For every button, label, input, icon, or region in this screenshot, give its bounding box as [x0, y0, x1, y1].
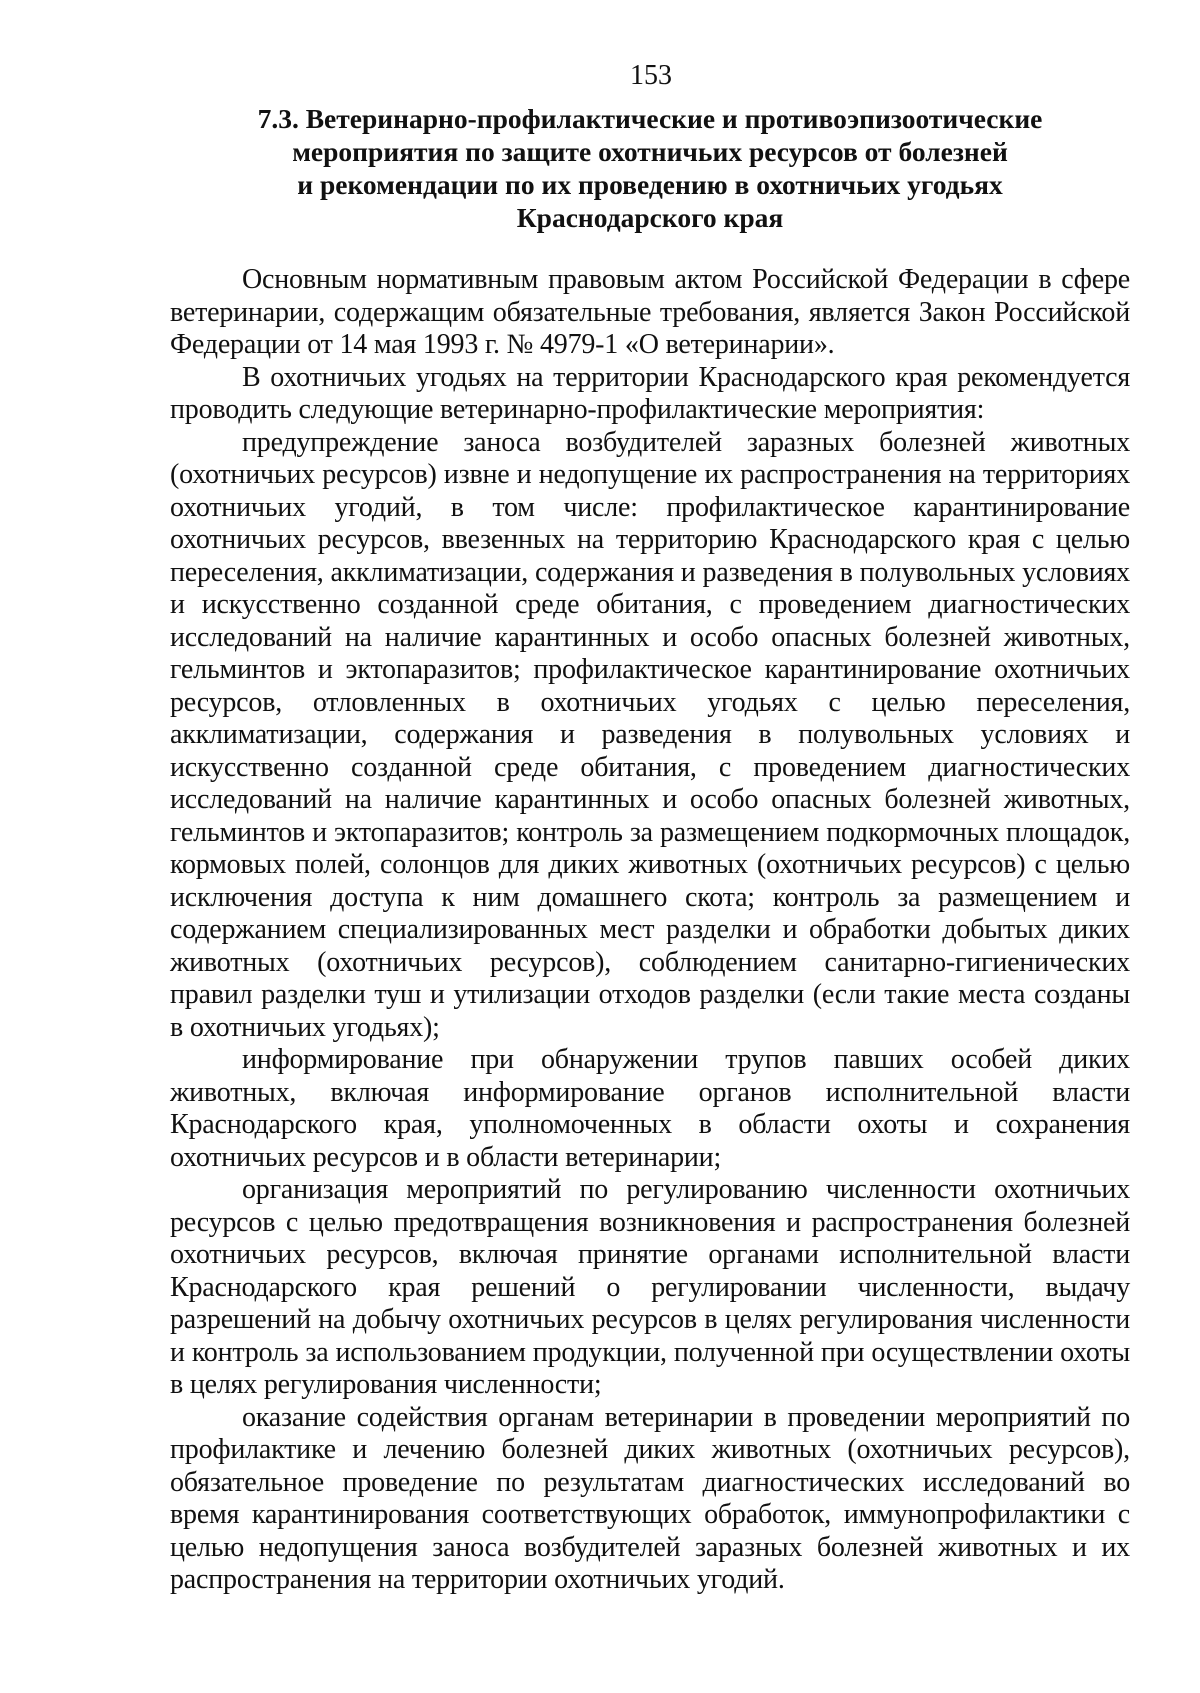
- paragraph-prevention: предупреждение заноса возбудителей заразных болезней животных (охотничьих ресурсов) извне и недопущение их распространения на территориях охотничьих угодий, в том числе: профилактическое карантинирование охотничьих ресурсов, ввезенных на территорию Краснодарского края с целью переселения, акклиматизации, содержания и разведения в полувольных условиях и искусственно созданной среде обитания, с проведением диагностических исследований на наличие карантинных и особо опасных болезней животных, гельминтов и эктопаразитов; профилактическое карантинирование охотничьих ресурсов, отловленных в охотничьих угодьях с целью переселения, акклиматизации, содержания и разведения в полувольных условиях и искусственно созданной среде обитания, с проведением диагностических исследований на наличие карантинных и особо опасных болезней животных, гельминтов и эктопаразитов; контроль за размещением подкормочных площадок, кормовых полей, солонцов для диких животных (охотничьих ресурсов) с целью исключения доступа к ним домашнего скота; контроль за размещением и содержанием специализированных мест разделки и обработки добытых диких животных (охотничьих ресурсов), соблюдением санитарно-гигиенических правил разделки туш и утилизации отходов разделки (если такие места созданы в охотничьих угодьях);: [170, 426, 1130, 1043]
- document-page: [170, 58, 1130, 1597]
- paragraph-recommendations-intro: В охотничьих угодьях на территории Краснодарского края рекомендуется проводить следующие ветеринарно-профилактические мероприятия:: [170, 361, 1130, 425]
- document-body: [170, 264, 1130, 1597]
- section-title: [170, 102, 1130, 234]
- section-title-line: Краснодарского края: [516, 202, 784, 233]
- section-title-line: и рекомендации по их проведению в охотничьих угодьях: [297, 169, 1003, 200]
- paragraph-population-regulation: организация мероприятий по регулированию численности охотничьих ресурсов с целью предотвращения возникновения и распространения болезней охотничьих ресурсов, включая принятие органами исполнительной власти Краснодарского края решений о регулировании численности, выдачу разрешений на добычу охотничьих ресурсов в целях регулирования численности и контроль за использованием продукции, полученной при осуществлении охоты в целях регулирования численности;: [170, 1174, 1130, 1400]
- section-title-line: мероприятия по защите охотничьих ресурсов от болезней: [292, 136, 1008, 167]
- paragraph-legal-basis: Основным нормативным правовым актом Российской Федерации в сфере ветеринарии, содержащим обязательные требования, является Закон Российской Федерации от 14 мая 1993 г. № 4979-1 «О ветеринарии».: [170, 264, 1130, 360]
- section-title-line: 7.3. Ветеринарно-профилактические и противоэпизоотические: [257, 103, 1043, 134]
- paragraph-veterinary-assistance: оказание содействия органам ветеринарии в проведении мероприятий по профилактике и лечению болезней диких животных (охотничьих ресурсов), обязательное проведение по результатам диагностических исследований во время карантинирования соответствующих обработок, иммунопрофилактики с целью недопущения заноса возбудителей заразных болезней животных и их распространения на территории охотничьих угодий.: [170, 1401, 1130, 1595]
- page-number: 153: [630, 60, 672, 91]
- paragraph-informing: информирование при обнаружении трупов павших особей диких животных, включая информирование органов исполнительной власти Краснодарского края, уполномоченных в области охоты и сохранения охотничьих ресурсов и в области ветеринарии;: [170, 1044, 1130, 1173]
